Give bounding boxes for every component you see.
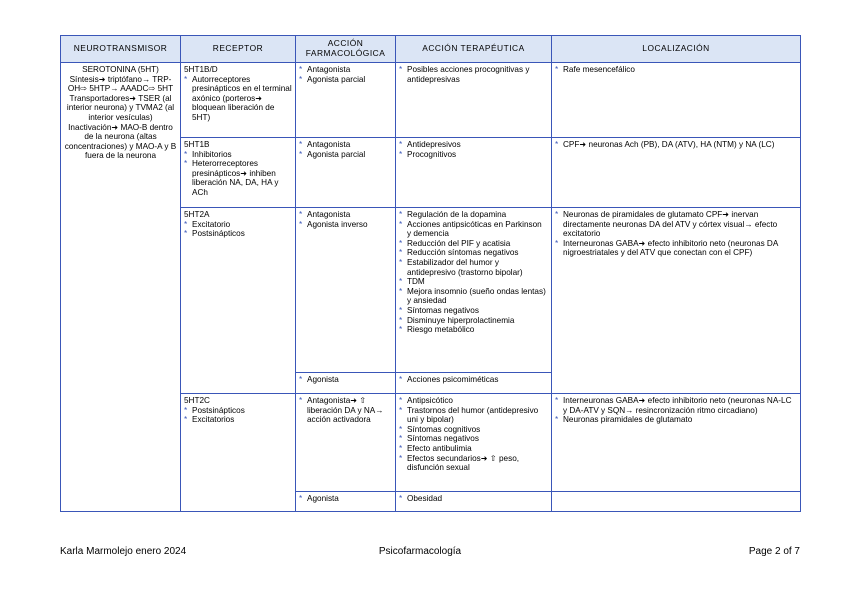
list-item: * Efecto antibulimia xyxy=(399,444,548,454)
list-item: * Agonista xyxy=(299,494,392,504)
list-item: * Reducción del PIF y acatisia xyxy=(399,239,548,249)
footer-author: Karla Marmolejo enero 2024 xyxy=(60,546,187,557)
list-item: * Agonista parcial xyxy=(299,75,392,85)
list-item: * Efectos secundarios➜ ⇧ peso, disfunción sexual xyxy=(399,454,548,473)
list-item: * Neuronas piramidales de glutamato xyxy=(555,415,797,425)
tera-cell-5ht2a xyxy=(396,208,552,373)
receptor-cell-5ht2c xyxy=(181,394,296,512)
neurotransmitter-cell: SEROTONINA (5HT) Síntesis➜ triptófano→ TRP-OH⇨ 5HTP→ AAADC⇨ 5HT Transportadores➜ TSER (al interior neurona) y TVMA2 (al interior vesículas) Inactivación➜ MAO-B dentro de la neurona (altas concentraciones) y MAO-A y B fuera de la neurona xyxy=(61,63,181,512)
list-item: * Trastornos del humor (antidepresivo uni y bipolar) xyxy=(399,406,548,425)
tera-cell-5ht2c xyxy=(396,394,552,492)
header-neurotransmisor: NEUROTRANSMISOR xyxy=(61,36,181,63)
list-item: * Excitatorio xyxy=(184,220,292,230)
footer-title: Psicofarmacología xyxy=(378,546,462,557)
list-item: * Interneuronas GABA➜ efecto inhibitorio neto (neuronas DA nigroestriatales y del ATV que conectan con el CPF) xyxy=(555,239,797,258)
table-row-5ht1bd xyxy=(61,63,801,138)
list-item: * Síntomas negativos xyxy=(399,306,548,316)
farm-cell-5ht2a xyxy=(296,208,396,373)
receptor-table xyxy=(60,35,801,512)
header-row xyxy=(61,36,801,63)
farm-cell-5ht1b xyxy=(296,138,396,208)
list-item: * Reducción síntomas negativos xyxy=(399,248,548,258)
list-item: * Autorreceptores presinápticos en el terminal axónico (porteros➜ bloquean liberación de 5HT) xyxy=(184,75,292,123)
receptor-name: 5HT2A xyxy=(184,210,210,219)
list-item: * Agonista inverso xyxy=(299,220,392,230)
receptor-name: 5HT1B xyxy=(184,140,210,149)
tera-cell-5ht2c-agonist xyxy=(396,492,552,512)
farm-cell-5ht2c xyxy=(296,394,396,492)
farm-cell-5ht2c-agonist xyxy=(296,492,396,512)
header-accion-terapeutica: ACCIÓN TERAPÉUTICA xyxy=(396,36,552,63)
loc-cell-5ht2c xyxy=(552,394,801,492)
list-item: * Agonista parcial xyxy=(299,150,392,160)
farm-cell-5ht2a-agonist xyxy=(296,373,396,394)
tera-cell-5ht1b xyxy=(396,138,552,208)
list-item: * Inhibitorios xyxy=(184,150,292,160)
list-item: * Acciones antipsicóticas en Parkinson y demencia xyxy=(399,220,548,239)
list-item: * Procognitivos xyxy=(399,150,548,160)
footer-page-number: Page 2 of 7 xyxy=(748,546,800,557)
farm-cell-5ht1bd xyxy=(296,63,396,138)
list-item: * Rafe mesencefálico xyxy=(555,65,797,75)
list-item: * Acciones psicomiméticas xyxy=(399,375,548,385)
list-item: * Síntomas cognitivos xyxy=(399,425,548,435)
loc-cell-5ht2a xyxy=(552,208,801,394)
receptor-cell-5ht2a xyxy=(181,208,296,394)
header-receptor: RECEPTOR xyxy=(181,36,296,63)
list-item: * Posibles acciones procognitivas y antidepresivas xyxy=(399,65,548,84)
list-item: * Neuronas de piramidales de glutamato CPF➜ inervan directamente neuronas DA del ATV y córtex visual→ efecto excitatorio xyxy=(555,210,797,239)
list-item: * Estabilizador del humor y antidepresivo (trastorno bipolar) xyxy=(399,258,548,277)
list-item: * Postsinápticos xyxy=(184,229,292,239)
list-item: * Antagonista xyxy=(299,65,392,75)
list-item: * Obesidad xyxy=(399,494,548,504)
list-item: * Regulación de la dopamina xyxy=(399,210,548,220)
list-item: * Riesgo metabólico xyxy=(399,325,548,335)
list-item: * Antidepresivos xyxy=(399,140,548,150)
loc-cell-5ht1bd xyxy=(552,63,801,138)
list-item: * Antagonista xyxy=(299,210,392,220)
receptor-cell-5ht1b xyxy=(181,138,296,208)
list-item: * Mejora insomnio (sueño ondas lentas) y ansiedad xyxy=(399,287,548,306)
list-item: * Postsinápticos xyxy=(184,406,292,416)
loc-cell-5ht2c-agonist-empty xyxy=(552,492,801,512)
header-localizacion: LOCALIZACIÓN xyxy=(552,36,801,63)
loc-cell-5ht1b xyxy=(552,138,801,208)
list-item: * CPF➜ neuronas Ach (PB), DA (ATV), HA (NTM) y NA (LC) xyxy=(555,140,797,150)
list-item: * Síntomas negativos xyxy=(399,434,548,444)
list-item: * TDM xyxy=(399,277,548,287)
receptor-name: 5HT2C xyxy=(184,396,210,405)
list-item: * Heterorreceptores presinápticos➜ inhiben liberación NA, DA, HA y ACh xyxy=(184,159,292,197)
list-item: * Agonista xyxy=(299,375,392,385)
tera-cell-5ht1bd xyxy=(396,63,552,138)
list-item: * Antagonista➜ ⇧ liberación DA y NA→ acción activadora xyxy=(299,396,392,425)
list-item: * Antipsicótico xyxy=(399,396,548,406)
tera-cell-5ht2a-agonist xyxy=(396,373,552,394)
list-item: * Disminuye hiperprolactinemia xyxy=(399,316,548,326)
receptor-cell-5ht1bd xyxy=(181,63,296,138)
list-item: * Antagonista xyxy=(299,140,392,150)
list-item: * Excitatorios xyxy=(184,415,292,425)
header-accion-farmacologica: ACCIÓN FARMACOLÓGICA xyxy=(296,36,396,63)
receptor-name: 5HT1B/D xyxy=(184,65,218,74)
list-item: * Interneuronas GABA➜ efecto inhibitorio neto (neuronas NA-LC y DA-ATV y SQN→ resincronización ritmo circadiano) xyxy=(555,396,797,415)
